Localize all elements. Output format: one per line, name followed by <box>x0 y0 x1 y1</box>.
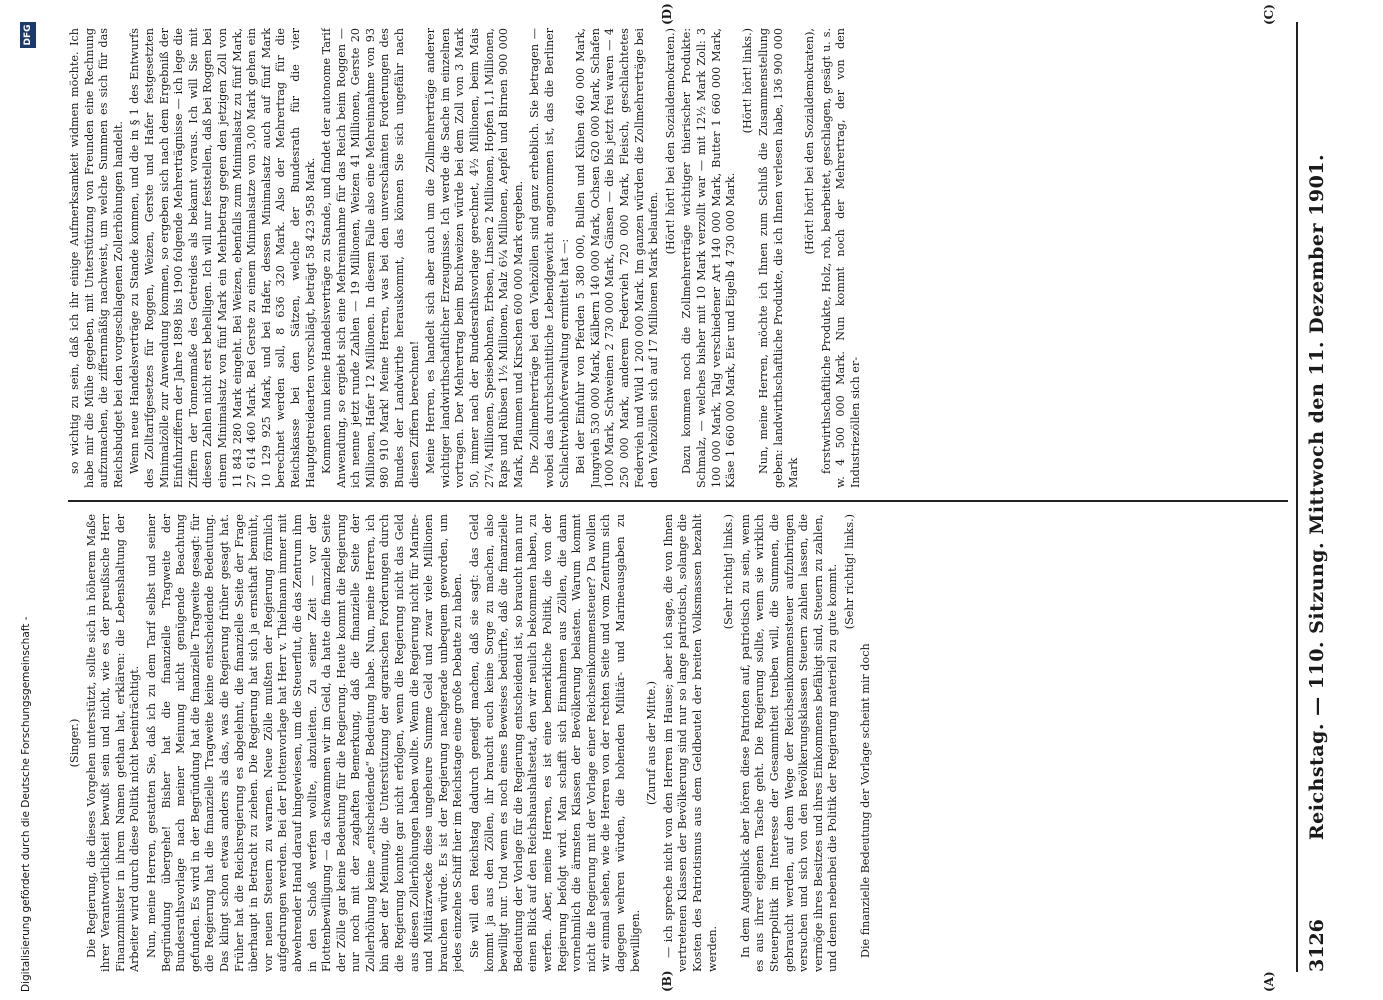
left-column <box>68 514 1288 972</box>
right-paragraph: Nun, meine Herren, möchte ich Ihnen zum Schluß die Zusammenstellung geben: landwirthschaftliche Produkte, die ich Ihnen verlesen habe, 136 900 000 Mark <box>757 28 800 488</box>
left-interjection: (Sehr richtig! links.) <box>722 514 736 630</box>
dfg-logo: DFG <box>20 22 36 48</box>
left-interjection: (Zuruf aus der Mitte.) <box>645 680 659 806</box>
left-paragraph: In dem Augenblick aber hören diese Patrioten auf, patriotisch zu sein, wenn es aus ihrer eigenen Tasche geht. Die Regierung sollte, wenn sie wirklich Steuerpolitik im Interesse der Gesammtheit treiben will, die Summen, die gebraucht werden, auf dem Wege der Reichseinkommensteuer aufzubringen versuchen und sich von den Bevölkerungsklassen Steuern zahlen lassen, die vermöge ihres Besitzes und ihres Einkommens befähigt sind, Steuern zu zahlen, und denen nebenbei die Politik der Regierung materiell zu gute kommt. <box>738 514 840 972</box>
right-paragraph: forstwirthschaftliche Produkte, Holz, roh, bearbeitet, geschlagen, gesägt u. s. w. 4 500 000 Mark. Nun kommt noch der Mehrertrag, der von den Industriezöllen sich er- <box>819 28 862 488</box>
left-paragraph: Sie will den Reichstag dadurch geneigt machen, daß sie sagt: das Geld kommt ja aus den Zöllen, ihr braucht euch keine Sorge zu machen, also bewilligt nur. Und wenn es noch eines Beweises bedürfte, daß die finanzielle Bedeutung der Vorlage für die Regierung entscheidend ist, so braucht man nur einen Blick auf den Reichshaushaltsetat, den wir neulich bekommen haben, zu werfen. Aber, meine Herren, es ist eine bemerkliche Politik, die von der Regierung befolgt wird. Man schafft sich Einnahmen aus Zöllen, die dann vornehmlich die ärmsten Klassen der Bevölkerung belasten. Warum kommt nicht die Regierung mit der Vorlage einer Reichseinkommensteuer? Da wollen wir einmal sehen, wie die Herren von der rechten Seite und vom Zentrum sich dagegen wehren würden, die hohenden Militär- und Marineausgaben zu bewilligen. <box>468 514 642 972</box>
margin-letter-a: (A) <box>1262 971 1276 992</box>
right-column <box>68 28 1288 488</box>
left-paragraph: — ich spreche nicht von den Herren im Hause; aber ich sage, die von Ihnen vertretenen Klassen der Bevölkerung sind nur so lange patriotisch, solange die Kosten des Patriotismus aus dem Geldbeutel der breiten Volksmassen bezahlt werden. <box>661 514 719 972</box>
header-rule <box>1296 22 1298 972</box>
right-paragraph: Die Zollmehrerträge bei den Viehzöllen sind ganz erheblich. Sie betragen — wobei das durchschnittliche Lebendgewicht angenommen ist, das die Berliner Schlachtviehhofverwaltung ermittelt hat —: <box>528 28 571 488</box>
margin-letter-d: (D) <box>660 3 674 25</box>
right-paragraph: Dazu kommen noch die Zollmehrerträge wichtiger thierischer Produkte: Schmalz, — welches bisher mit 10 Mark verzollt war — mit 12½ Mark Zoll: 3 100 000 Mark, Talg verschiedener Art 140 000 Mark, Butter 1 660 000 Mark, Käse 1 660 000 Mark, Eier und Eigelb 4 730 000 Mark. <box>680 28 738 488</box>
right-interjection: (Hört! hört! bei den Sozialdemokraten.) <box>663 28 677 255</box>
left-paragraph: Nun, meine Herren, gestatten Sie, daß ich zu dem Tarif selbst und seiner Begründung übergehe! Bisher hat die finanzielle Tragweite der Bundesrathsvorlage nach meiner Meinung nicht genügende Beachtung gefunden. Es wird in der Begründung hat die finanzielle Tragweite gesagt: für die Regierung hat die finanzielle Tragweite keine entscheidende Bedeutung. Das klingt schon etwas anders als das, was die Regierung früher gesagt hat. Früher hat die Reichsregierung es abgelehnt, die finanzielle Seite der Frage überhaupt in Betracht zu ziehen. Die Regierung hat sich ja ernsthaft bemüht, vor neuen Steuern zu warnen. Neue Zölle mußten der Regierung förmlich aufgedrungen werden. Bei der Flottenvorlage hat Herr v. Thielmann immer mit abwehrender Hand darauf hingewiesen, um die Steuerflut, die das Zentrum ihm in den Schoß werfen wollte, abzuleiten. Zu seiner Zeit — vor der Flottenbewilligung — da schwammen wir im Geld, da hatte die finanzielle Seite der Zölle gar keine Bedeutung für die Regierung. Heute kommt die Regierung nur noch mit der zaghaften Bemerkung, daß die finanzielle Seite der Zollerhöhung keine „entscheidende“ Bedeutung habe. Nun, meine Herren, ich bin aber der Meinung, die Unterstützung der agrarischen Forderungen durch die Regierung konnte gar nicht erfolgen, wenn die Regierung nicht das Geld aus diesen Zollerhöhungen haben wollte. Wenn die Regierung nicht für Marine- und Militärzwecke diese ungeheure Summe Geld und zwar viele Millionen brauchen würde. Es ist der Regierung nachgerade unbequem geworden, um jedes einzelne Schiff hier im Reichstage eine große Debatte zu haben. <box>144 514 465 972</box>
digitization-credit: Digitalisierung gefördert durch die Deutsche Forschungsgemeinschaft - <box>20 616 32 992</box>
right-paragraph: Wenn neue Handelsverträge zu Stande kommen, und die in § 1 des Entwurfs des Zolltarifgesetzes für Roggen, Weizen, Gerste und Hafer festgesetzten Minimalzölle zur Anwendung kommen, so ergeben sich nach dem Ergebniß der Einfuhrziffern der Jahre 1898 bis 1900 folgende Mehrerträgnisse — ich lege die Ziffern der Tonnenmaße des Getreides als bekannt voraus. Ich will Sie mit diesen Zahlen nicht erst behelligen. Ich will nur feststellen, daß bei Roggen bei einem Minimalsatz von fünf Mark ein Mehrbetrag gegen den jetzigen Zoll von 11 843 280 Mark eingeht. Bei Weizen, ebenfalls zum Minimalsatz zu fünf Mark, 27 614 460 Mark. Bei Gerste zu einem Minimalsatze von 3,00 Mark gehen ein 10 129 925 Mark, und bei Hafer, dessen Minimalsatz auch auf fünf Mark berechnet werden soll, 8 636 320 Mark. Also der Mehrertrag für die Reichskasse bei den Sätzen, welche der Bundesrath für die vier Hauptgetreidearten vorschlägt, beträgt 58 423 958 Mark. <box>128 28 317 488</box>
left-interjection: (Sehr richtig! links.) <box>842 514 856 630</box>
right-interjection: (Hört! hört! links.) <box>740 28 754 134</box>
right-paragraph: so wichtig zu sein, daß ich ihr einige Aufmerksamkeit widmen möchte. Ich habe mir die Mühe gegeben, mit Unterstützung von Freunden eine Rechnung aufzumachen, die ziffernmäßig nachweist, um welche Summen es sich für das Reichsbudget bei den vorgeschlagenen Zollerhöhungen handelt. <box>68 28 125 488</box>
page-title: Reichstag. — 110. Sitzung. Mittwoch den 11. Dezember 1901. <box>1306 153 1328 841</box>
right-interjection: (Hört! hört! bei den Sozialdemokraten), <box>803 28 817 255</box>
right-paragraph: Bei der Einfuhr von Pferden 5 380 000, Bullen und Kühen 460 000 Mark, Jungvieh 530 000 Mark, Kälbern 140 000 Mark, Ochsen 620 000 Mark, Schafen 1000 Mark, Schweinen 2 730 000 Mark, Gänsen — die bis jetzt frei waren — 4 250 000 Mark, anderem Federvieh 720 000 Mark, Fleisch, geschlachtetes Federvieh und Wild 1 200 000 Mark. Im ganzen würden die Zollmehrerträge bei den Viehzöllen sich auf 17 Millionen Mark belaufen. <box>574 28 661 488</box>
right-paragraph: Kommen nun keine Handelsverträge zu Stande, und findet der autonome Tarif Anwendung, so ergiebt sich eine Mehreinnahme für das Reich beim Roggen — ich nenne jetzt runde Zahlen — 19 Millionen, Weizen 41 Millionen, Gerste 20 Millionen, Hafer 12 Millionen. In diesem Falle also eine Mehreinnahme von 93 980 910 Mark! Meine Herren, was bei den unverschämten Forderungen des Bundes der Landwirthe herauskommt, das können Sie sich ungefähr nach diesen Ziffern berechnen! <box>320 28 421 488</box>
left-paragraph: Die Regierung, die dieses Vorgehen unterstützt, sollte sich in höherem Maße ihrer Verantwortlichkeit bewußt sein und nicht, wie es der preußische Herr Finanzminister in ihrem Namen gethan hat, erklären: die Lebenshaltung der Arbeiter wird durch diese Politik nicht beeinträchtigt. <box>84 514 142 972</box>
left-paragraph: Die finanzielle Bedeutung der Vorlage scheint mir doch <box>859 643 873 958</box>
right-paragraph: Meine Herren, es handelt sich aber auch um die Zollmehrerträge anderer wichtiger landwirthschaftlicher Erzeugnisse. Ich werde die Sache im einzelnen vortragen. Der Mehrertrag beim Buchweizen würde bei dem Zoll von 3 Mark 50, immer nach der Bundesrathsvorlage gerechnet, 4½ Millionen, beim Mais 27¼ Millionen, Speisebohnen, Erbsen, Linsen 2 Millionen, Hopfen 1,1 Millionen, Raps und Rübsen 1½ Millionen, Malz 6¼ Millionen, Aepfel und Birnen 900 000 Mark, Pflaumen und Kirschen 600 000 Mark ergeben. <box>424 28 525 488</box>
left-interjection: (Singer.) <box>68 718 81 768</box>
column-divider <box>68 500 1288 502</box>
margin-letter-b: (B) <box>660 970 674 992</box>
page-header <box>1306 22 1334 972</box>
page-number: 3126 <box>1306 919 1328 972</box>
margin-letter-c: (C) <box>1262 4 1276 25</box>
